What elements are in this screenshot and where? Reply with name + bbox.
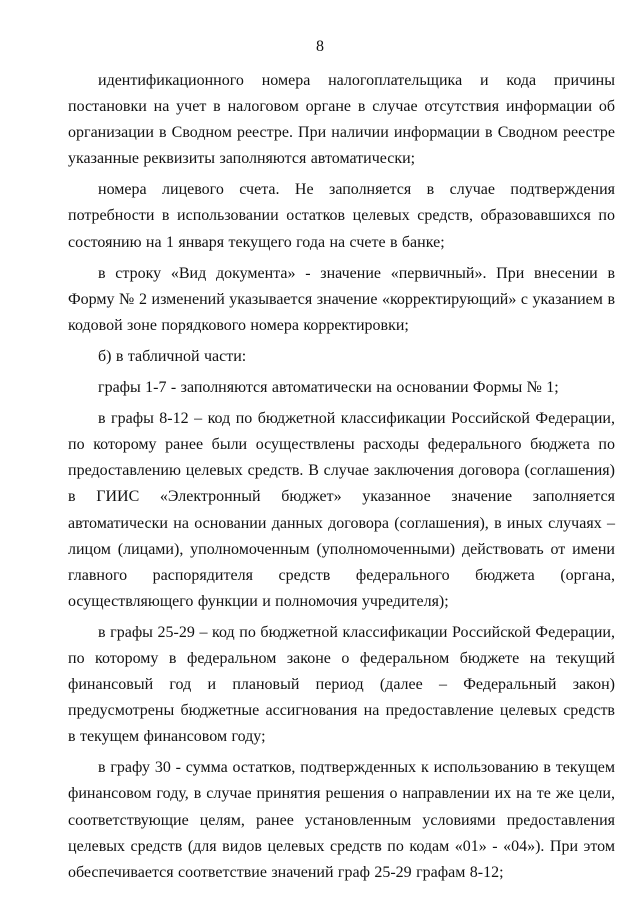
paragraph-document-type: в строку «Вид документа» - значение «первичный». При внесении в Форму № 2 изменений указывается значение «корректирующий» с указанием в кодовой зоне порядкового номера корректировки; — [68, 264, 615, 334]
page-number: 8 — [316, 38, 324, 55]
paragraph-account-number: номера лицевого счета. Не заполняется в случае подтверждения потребности в использовании остатков целевых средств, образовавшихся по состоянию на 1 января текущего года на счете в банке; — [68, 181, 615, 251]
paragraph-columns-25-29: в графы 25-29 – код по бюджетной классификации Российской Федерации, по которому в федеральном законе о федеральном бюджете на текущий финансовый год и плановый период (далее – Федеральный закон) предусмотрены бюджетные ассигнования на предоставление целевых средств в текущем финансовом году; — [68, 623, 615, 746]
paragraph-table-section: б) в табличной части: — [98, 347, 247, 365]
paragraph-columns-1-7: графы 1-7 - заполняются автоматически на основании Формы № 1; — [98, 379, 559, 397]
document-body — [68, 68, 615, 886]
paragraph-taxpayer-id: идентификационного номера налогоплательщика и кода причины постановки на учет в налоговом органе в случае отсутствия информации об организации в Сводном реестре. При наличии информации в Сводном реестре указанные реквизиты заполняются автоматически; — [68, 72, 615, 168]
paragraph-columns-8-12: в графы 8-12 – код по бюджетной классификации Российской Федерации, по которому ранее были осуществлены расходы федерального бюджета по предоставлению целевых средств. В случае заключения договора (соглашения) в ГИИС «Электронный бюджет» указанное значение заполняется автоматически на основании данных договора (соглашения), в иных случаях – лицом (лицами), уполномоченным (уполномоченными) действовать от имени главного распорядителя средств федерального бюджета (органа, осуществляющего функции и полномочия учредителя); — [68, 410, 615, 610]
paragraph-column-30: в графу 30 - сумма остатков, подтвержденных к использованию в текущем финансовом году, в случае принятия решения о направлении их на те же цели, соответствующие целям, ранее установленным условиями предоставления целевых средств (для видов целевых средств по кодам «01» - «04»). При этом обеспечивается соответствие значений граф 25-29 графам 8-12; — [68, 759, 615, 881]
